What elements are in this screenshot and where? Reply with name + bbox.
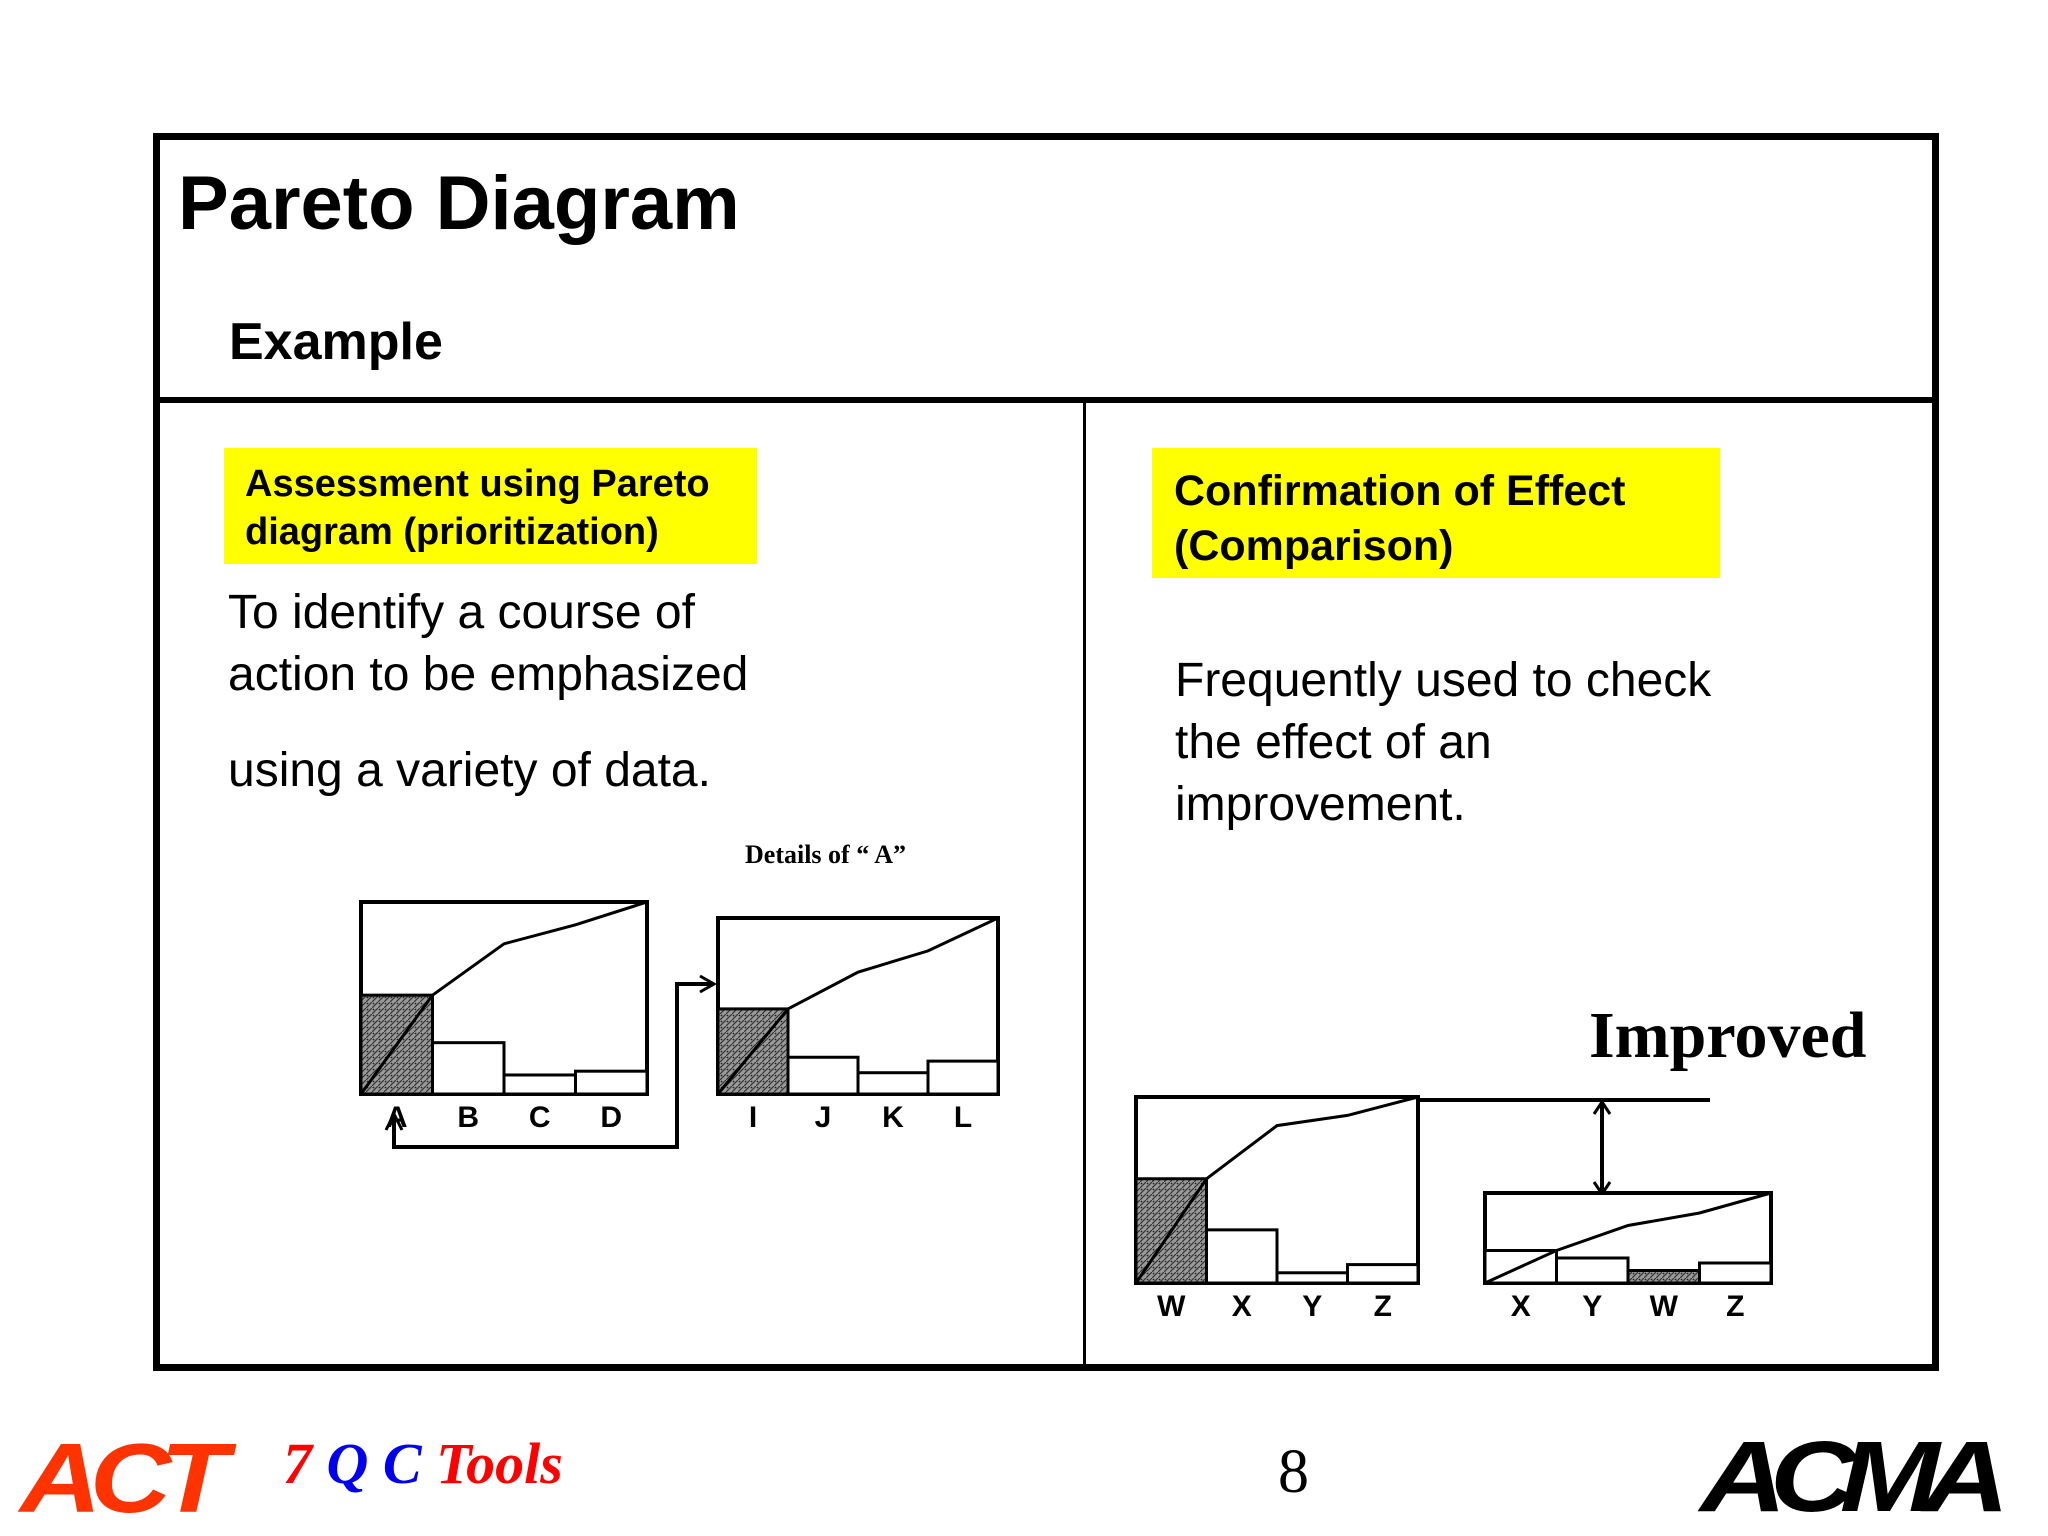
chart-2-bar-J [788,1057,858,1094]
chart-4-tick-Y: Y [1582,1290,1603,1323]
right-heading-line1: Confirmation of Effect [1174,467,1626,515]
chart-3-tick-Z: Z [1373,1290,1392,1323]
chart-3-bar-Z [1348,1265,1419,1283]
right-body-line1: Frequently used to check [1175,654,1712,707]
chart-2-bar-K [858,1073,928,1094]
act-logo: ACT [20,1423,218,1533]
right-body-line2: the effect of an [1175,716,1492,769]
chart-1-tick-A: A [385,1101,408,1134]
chart-4-bar-Z [1700,1263,1772,1283]
chart-1-bar-C [504,1075,576,1094]
acma-logo: ACMA [1700,1421,1993,1533]
chart-3-tick-Y: Y [1302,1290,1323,1323]
right-body-line3: improvement. [1175,778,1466,831]
tools-q: Q [326,1431,369,1496]
chart-4-tick-Z: Z [1726,1290,1745,1323]
chart-1-bar-D [576,1071,648,1094]
chart-2-tick-L: L [953,1101,973,1134]
chart-4-tick-W: W [1649,1290,1678,1323]
chart-2-tick-K: K [882,1101,904,1134]
left-body-line3: using a variety of data. [228,744,711,797]
chart-2-tick-I: I [748,1101,758,1134]
left-body-line2: action to be emphasized [228,648,749,701]
chart-2-tick-J: J [814,1101,832,1134]
chart-3-tick-X: X [1231,1290,1252,1323]
seven-qc-tools-label [283,1430,563,1497]
chart-4-bar-Y [1557,1258,1629,1283]
chart-1-tick-B: B [457,1101,480,1134]
chart-4-bar-W [1628,1271,1700,1284]
tools-c: C [382,1431,422,1496]
chart-3-bar-X [1207,1230,1278,1283]
left-heading-line2: diagram (prioritization) [245,511,659,553]
right-heading-line2: (Comparison) [1174,522,1454,570]
details-caption: Details of “ A” [745,840,907,869]
tools-number: 7 [283,1431,312,1496]
chart-4-tick-X: X [1510,1290,1531,1323]
improved-label: Improved [1589,999,1867,1072]
slide-title: Pareto Diagram [178,161,740,246]
tools-word: Tools [436,1431,563,1496]
slide-subtitle: Example [229,313,443,371]
chart-1-tick-C: C [528,1101,551,1134]
chart-2-bar-L [928,1061,998,1094]
page-number: 8 [1278,1438,1309,1506]
chart-1-tick-D: D [600,1101,623,1134]
chart-3-bar-Y [1277,1273,1348,1283]
left-heading-line1: Assessment using Pareto [245,463,710,505]
chart-1-bar-B [433,1043,505,1094]
chart-3-tick-W: W [1157,1290,1186,1323]
left-body-line1: To identify a course of [228,586,695,639]
